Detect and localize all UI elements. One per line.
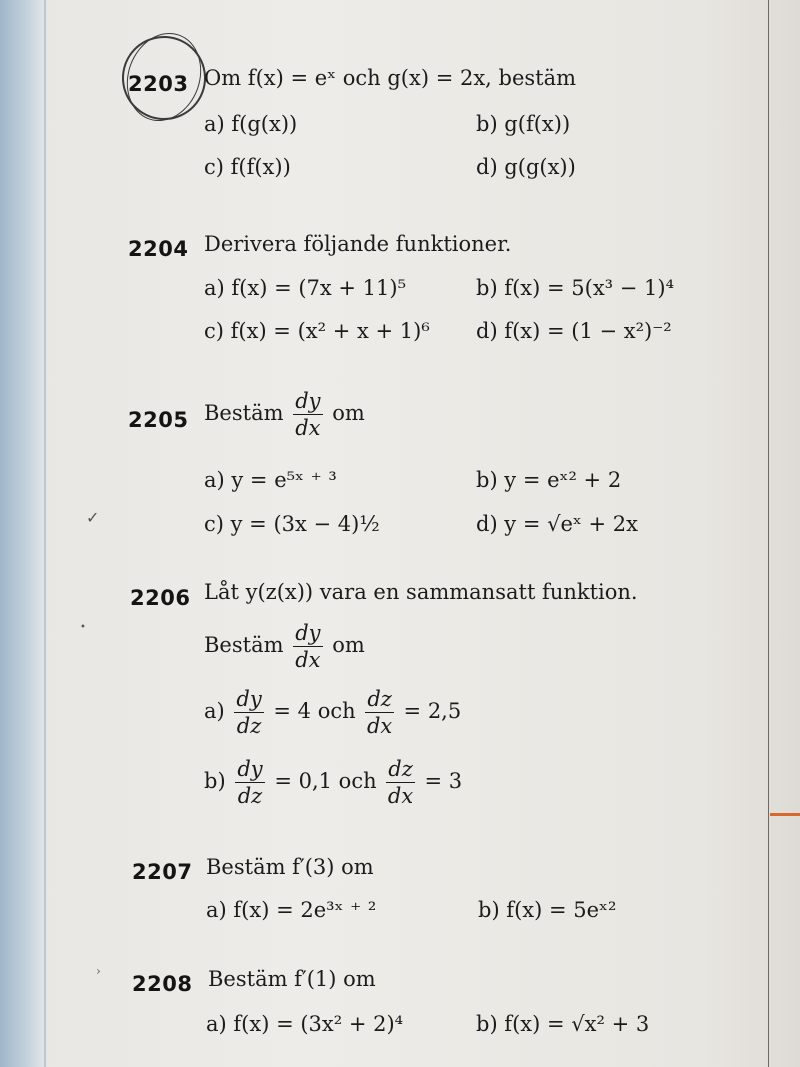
problem-2204-b: b) f(x) = 5(x³ − 1)⁴ <box>476 276 674 300</box>
problem-number-2205: 2205 <box>128 408 189 432</box>
pen-dot-mark-2: › <box>96 964 101 978</box>
problem-2205-d: d) y = √eˣ + 2x <box>476 512 638 536</box>
end-text: = 2,5 <box>403 699 462 723</box>
fraction-numerator: dy <box>295 389 321 413</box>
problem-2203-c: c) f(f(x)) <box>204 155 291 179</box>
problem-2203-b: b) g(f(x)) <box>476 112 571 136</box>
problem-2208-b: b) f(x) = √x² + 3 <box>476 1012 650 1036</box>
fraction-denominator: dz <box>237 784 263 808</box>
problem-number-2203: 2203 <box>128 72 189 96</box>
problem-2204-a: a) f(x) = (7x + 11)⁵ <box>204 276 407 300</box>
problem-2207-b: b) f(x) = 5eˣ² <box>478 898 617 922</box>
fraction-denominator: dx <box>295 416 321 440</box>
dy-dz-fraction <box>235 756 264 809</box>
fraction-denominator: dz <box>236 714 262 738</box>
problem-2204-c: c) f(x) = (x² + x + 1)⁶ <box>204 319 430 343</box>
problem-2204-d: d) f(x) = (1 − x²)⁻² <box>476 319 672 343</box>
end-text: = 3 <box>424 769 463 793</box>
middle-text: = 4 och <box>273 699 356 723</box>
fraction-numerator: dz <box>388 757 413 781</box>
intro-post-text: om <box>332 401 365 425</box>
orange-margin-mark <box>770 813 800 816</box>
problem-2207-intro: Bestäm f′(3) om <box>206 855 374 879</box>
part-label: b) <box>204 769 226 793</box>
problem-2208-a: a) f(x) = (3x² + 2)⁴ <box>206 1012 404 1036</box>
margin-rule <box>768 0 769 1067</box>
problem-number-2204: 2204 <box>128 237 189 261</box>
adjacent-page-edge <box>0 0 44 1067</box>
dy-dx-fraction <box>293 388 322 441</box>
fraction-numerator: dy <box>236 687 262 711</box>
pen-dot-mark: • <box>80 622 86 633</box>
problem-number-2207: 2207 <box>132 860 193 884</box>
problem-2205-b: b) y = eˣ² + 2 <box>476 468 622 492</box>
problem-number-2208: 2208 <box>132 972 193 996</box>
problem-2203-d: d) g(g(x)) <box>476 155 576 179</box>
line2-post-text: om <box>332 633 365 657</box>
problem-2206-a <box>204 686 461 739</box>
problem-2205-a: a) y = e⁵ˣ ⁺ ³ <box>204 468 337 492</box>
line2-pre-text: Bestäm <box>204 633 284 657</box>
fraction-numerator: dy <box>237 757 263 781</box>
dz-dx-fraction <box>386 756 415 809</box>
intro-pre-text: Bestäm <box>204 401 284 425</box>
problem-2206-line2 <box>204 620 365 673</box>
page-fold-line <box>44 0 46 1067</box>
problem-2203-intro: Om f(x) = eˣ och g(x) = 2x, bestäm <box>204 66 577 90</box>
problem-2208-intro: Bestäm f′(1) om <box>208 967 376 991</box>
problem-2203-a: a) f(g(x)) <box>204 112 298 136</box>
problem-2205-c: c) y = (3x − 4)½ <box>204 512 380 536</box>
fraction-numerator: dz <box>367 687 392 711</box>
problem-number-2206: 2206 <box>130 586 191 610</box>
problem-2205-intro <box>204 388 365 441</box>
part-label: a) <box>204 699 225 723</box>
dy-dz-fraction <box>234 686 263 739</box>
fraction-numerator: dy <box>295 621 321 645</box>
middle-text: = 0,1 och <box>274 769 377 793</box>
problem-2204-intro: Derivera följande funktioner. <box>204 232 512 256</box>
problem-2206-intro: Låt y(z(x)) vara en sammansatt funktion. <box>204 580 638 604</box>
problem-2207-a: a) f(x) = 2e³ˣ ⁺ ² <box>206 898 377 922</box>
pen-tick-mark: ✓ <box>86 508 100 527</box>
dz-dx-fraction <box>365 686 394 739</box>
fraction-denominator: dx <box>366 714 393 738</box>
dy-dx-fraction <box>293 620 322 673</box>
problem-2206-b <box>204 756 462 809</box>
fraction-denominator: dx <box>387 784 414 808</box>
fraction-denominator: dx <box>295 648 321 672</box>
